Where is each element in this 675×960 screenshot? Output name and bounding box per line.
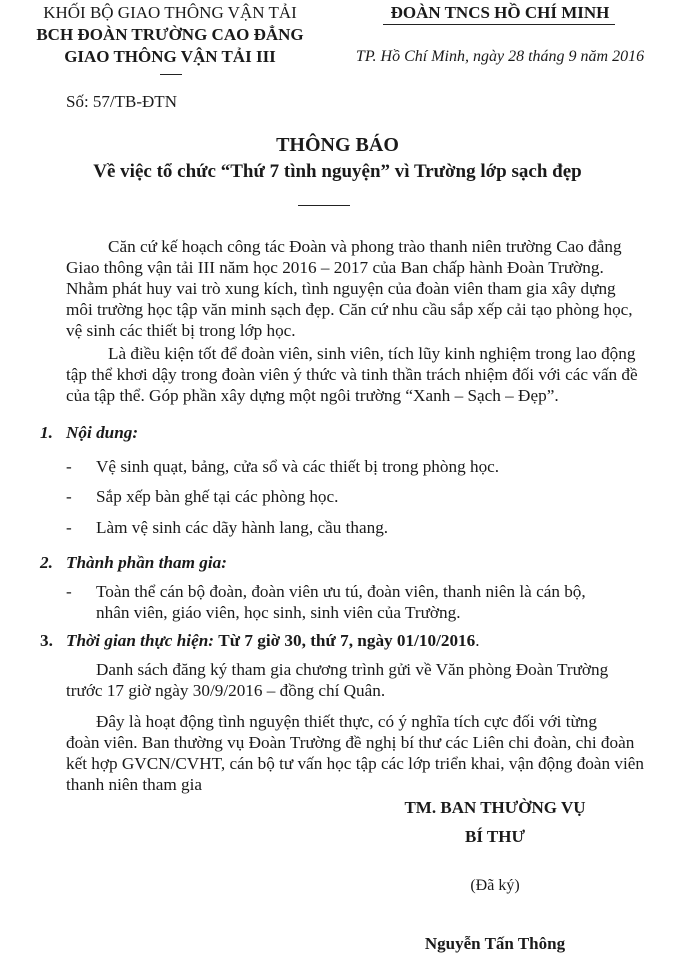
signature-title: TM. BAN THƯỜNG VỤ xyxy=(404,798,586,817)
issuing-ministry: KHỐI BỘ GIAO THÔNG VẬN TẢI xyxy=(43,3,297,22)
list-item-text: Toàn thể cán bộ đoàn, đoàn viên ưu tú, đoàn viên, thanh niên là cán bộ, xyxy=(96,582,586,601)
registration-line: Danh sách đăng ký tham gia chương trình gửi về Văn phòng Đoàn Trường xyxy=(96,660,609,679)
list-item xyxy=(0,581,675,623)
section-1-number: 1. xyxy=(40,423,53,442)
list-item-text: nhân viên, giáo viên, học sinh, sinh viên của Trường. xyxy=(96,603,461,622)
list-item xyxy=(0,486,675,507)
section-3-line xyxy=(66,630,480,651)
closing-line: đoàn viên. Ban thường vụ Đoàn Trường đề nghị bí thư các Liên chi đoàn, chi đoàn xyxy=(66,733,635,752)
signed-note: (Đã ký) xyxy=(470,877,520,894)
bullet-dash: - xyxy=(66,582,72,601)
signer-name: Nguyễn Tấn Thông xyxy=(424,934,566,953)
title-underline xyxy=(298,205,350,206)
section-1-heading: Nội dung: xyxy=(66,423,139,442)
list-item xyxy=(0,517,675,538)
organization-underline xyxy=(383,24,615,25)
section-3-period: . xyxy=(475,631,480,650)
header-left-underline xyxy=(160,74,182,75)
organization-name: ĐOÀN TNCS HỒ CHÍ MINH xyxy=(390,3,610,22)
intro-p2-line: tập thể khơi dậy trong đoàn viên ý thức và tinh thần trách nhiệm đối với các vấn đề xyxy=(66,365,638,384)
registration-line: trước 17 giờ ngày 30/9/2016 – đồng chí Quân. xyxy=(66,681,386,700)
bullet-dash: - xyxy=(66,518,72,537)
section-2-number: 2. xyxy=(40,553,53,572)
closing-line: Đây là hoạt động tình nguyện thiết thực, có ý nghĩa tích cực đối với từng xyxy=(96,712,597,731)
signature-role: BÍ THƯ xyxy=(465,827,525,846)
document-number: Số: 57/TB-ĐTN xyxy=(66,92,177,111)
list-item xyxy=(0,456,675,477)
section-2-heading: Thành phần tham gia: xyxy=(66,553,227,572)
issuing-body-line2: GIAO THÔNG VẬN TẢI III xyxy=(64,47,276,66)
section-3-value: Từ 7 giờ 30, thứ 7, ngày 01/10/2016 xyxy=(218,631,476,650)
list-item-text: Vệ sinh quạt, bảng, cửa sổ và các thiết bị trong phòng học. xyxy=(96,457,500,476)
intro-p1-line: Giao thông vận tải III năm học 2016 – 2017 của Ban chấp hành Đoàn Trường. xyxy=(66,258,604,277)
list-item-text: Làm vệ sinh các dãy hành lang, cầu thang. xyxy=(96,518,389,537)
list-item-text: Sắp xếp bàn ghế tại các phòng học. xyxy=(96,487,339,506)
intro-p2-line: Là điều kiện tốt để đoàn viên, sinh viên, tích lũy kinh nghiệm trong lao động xyxy=(108,344,636,363)
intro-p1-line: Nhằm phát huy vai trò xung kích, tình nguyện của đoàn viên tham gia xây dựng xyxy=(66,279,616,298)
document-title: THÔNG BÁO xyxy=(276,134,399,156)
intro-p2-line: của tập thể. Góp phần xây dựng một ngôi trường “Xanh – Sạch – Đẹp”. xyxy=(66,386,559,405)
section-3-heading: Thời gian thực hiện: xyxy=(66,631,214,650)
intro-p1-line: vệ sinh các thiết bị trong lớp học. xyxy=(66,321,296,340)
closing-line: kết hợp GVCN/CVHT, cán bộ tư vấn học tập các lớp triển khai, vận động đoàn viên xyxy=(66,754,644,773)
issuing-body-line1: BCH ĐOÀN TRƯỜNG CAO ĐẲNG xyxy=(36,25,304,44)
intro-p1-line: môi trường học tập văn minh sạch đẹp. Căn cứ nhu cầu sắp xếp cải tạo phòng học, xyxy=(66,300,633,319)
bullet-dash: - xyxy=(66,487,72,506)
document-subtitle: Về việc tổ chức “Thứ 7 tình nguyện” vì Trường lớp sạch đẹp xyxy=(93,161,582,182)
intro-p1-line: Căn cứ kế hoạch công tác Đoàn và phong trào thanh niên trường Cao đẳng xyxy=(108,237,622,256)
place-date: TP. Hồ Chí Minh, ngày 28 tháng 9 năm 2016 xyxy=(355,48,645,65)
section-3-number: 3. xyxy=(40,631,53,650)
closing-line: thanh niên tham gia xyxy=(66,775,203,794)
bullet-dash: - xyxy=(66,457,72,476)
